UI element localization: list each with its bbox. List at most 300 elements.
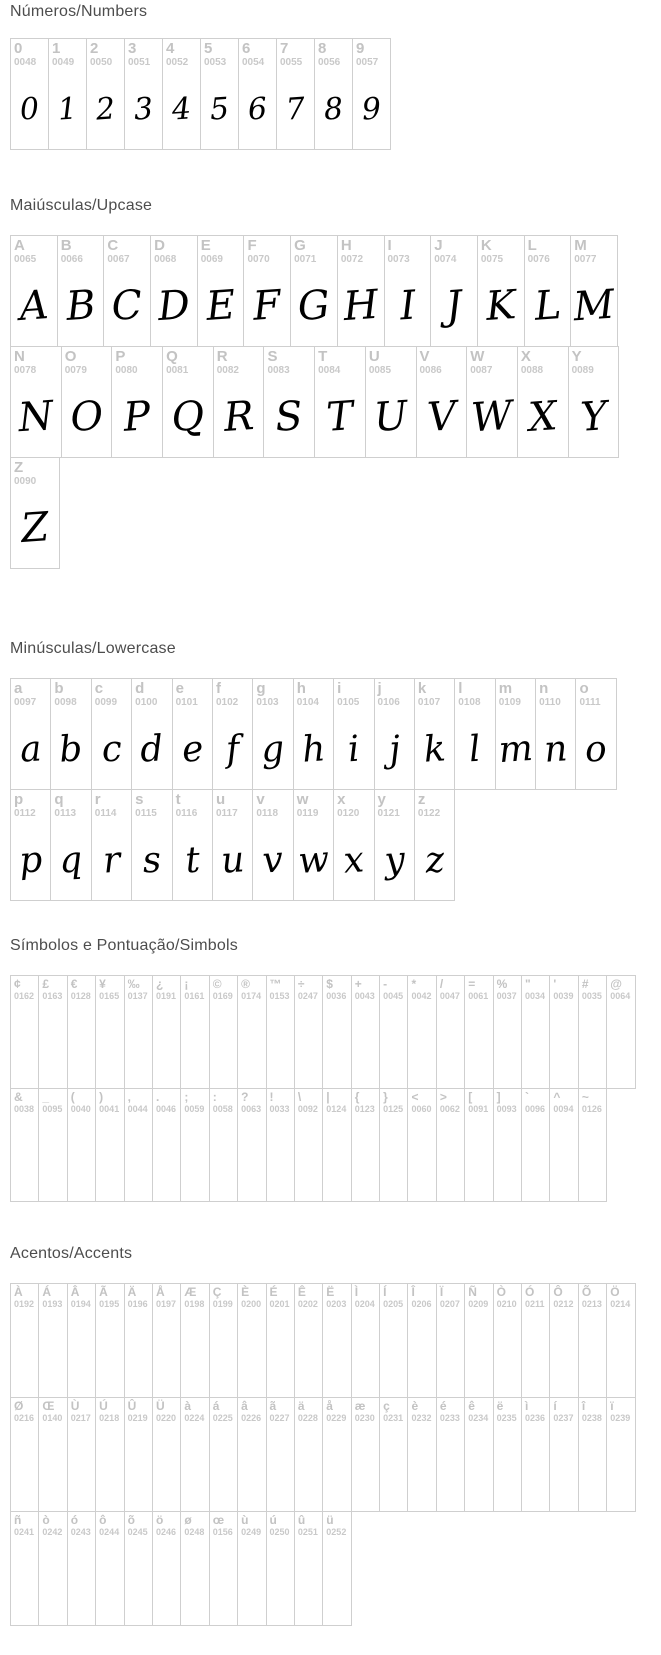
char-cell-0040 xyxy=(67,1088,96,1202)
char-code: 0128 xyxy=(70,991,91,1001)
cell-header xyxy=(173,679,212,709)
cell-header xyxy=(125,1512,152,1538)
char-label: 3 xyxy=(128,40,137,57)
cell-header xyxy=(267,1284,294,1310)
char-cell-0047 xyxy=(436,975,465,1089)
char-code: 0200 xyxy=(241,1299,262,1309)
char-cell-0241 xyxy=(10,1511,39,1626)
cell-header xyxy=(295,1284,322,1310)
char-glyph: c xyxy=(99,727,123,771)
char-code: 0220 xyxy=(155,1413,176,1423)
cell-header xyxy=(375,790,414,820)
char-cell-0216 xyxy=(10,1397,39,1512)
char-cell-0074 xyxy=(430,235,478,347)
cell-header xyxy=(380,1284,407,1310)
char-cell-0048 xyxy=(10,38,49,150)
char-code: 0192 xyxy=(14,1299,35,1309)
char-glyph xyxy=(320,1114,353,1202)
char-cell-0057 xyxy=(352,38,391,150)
char-row xyxy=(10,38,661,150)
cell-header xyxy=(96,1284,123,1310)
char-label: ¢ xyxy=(14,977,21,991)
char-glyph: l xyxy=(467,728,483,770)
cell-header xyxy=(465,1398,492,1424)
char-cell-0042 xyxy=(407,975,436,1089)
char-code: 0251 xyxy=(297,1527,318,1537)
char-code: 0063 xyxy=(241,1104,262,1114)
cell-header xyxy=(323,1089,350,1115)
char-code: 0249 xyxy=(241,1527,262,1537)
char-code: 0229 xyxy=(326,1413,347,1423)
cell-header xyxy=(39,1512,66,1538)
char-label: 6 xyxy=(242,40,251,57)
char-code: 0113 xyxy=(54,808,77,819)
char-label: í xyxy=(553,1399,557,1413)
cell-header xyxy=(238,1398,265,1424)
cell-header xyxy=(181,1089,208,1115)
char-code: 0036 xyxy=(326,991,347,1001)
cell-header xyxy=(550,1284,577,1310)
symbols-grid xyxy=(10,975,661,1202)
cell-header xyxy=(11,458,59,488)
char-cell-0039 xyxy=(549,975,578,1089)
cell-header xyxy=(173,790,212,820)
char-cell-0089 xyxy=(568,346,620,458)
cell-header xyxy=(315,347,365,377)
cell-header xyxy=(104,236,150,266)
char-code: 0053 xyxy=(204,57,227,68)
char-code: 0043 xyxy=(354,991,375,1001)
cell-header xyxy=(522,1089,549,1115)
cell-header xyxy=(68,1284,95,1310)
cell-header xyxy=(295,1398,322,1424)
char-code: 0225 xyxy=(212,1413,233,1423)
char-label: ( xyxy=(70,1090,75,1104)
cell-header xyxy=(437,1398,464,1424)
char-cell-0102 xyxy=(212,678,253,790)
char-label: y xyxy=(377,791,386,808)
char-label: V xyxy=(419,348,430,365)
char-glyph xyxy=(320,1001,353,1089)
cell-header xyxy=(11,236,57,266)
char-label: i xyxy=(337,680,342,697)
cell-header xyxy=(385,236,431,266)
cell-header xyxy=(291,236,337,266)
char-code: 0217 xyxy=(70,1413,91,1423)
char-cell-0123 xyxy=(351,1088,380,1202)
char-glyph: T xyxy=(325,393,355,441)
char-label: Í xyxy=(383,1285,387,1299)
char-code: 0234 xyxy=(468,1413,489,1423)
cell-header xyxy=(571,236,617,266)
char-cell-0059 xyxy=(180,1088,209,1202)
char-cell-0234 xyxy=(464,1397,493,1512)
char-label: m xyxy=(498,680,513,697)
char-code: 0089 xyxy=(571,365,594,376)
char-code: 0108 xyxy=(458,697,481,708)
char-label: ñ xyxy=(14,1513,22,1527)
char-cell-0038 xyxy=(10,1088,39,1202)
char-code: 0235 xyxy=(496,1413,517,1423)
char-label: . xyxy=(155,1090,160,1104)
char-label: s xyxy=(135,791,144,808)
cell-header xyxy=(415,679,454,709)
char-glyph xyxy=(320,1309,353,1398)
char-label: £ xyxy=(42,977,50,991)
cell-header xyxy=(536,679,575,709)
char-cell-0217 xyxy=(67,1397,96,1512)
char-code: 0224 xyxy=(184,1413,205,1423)
char-glyph: s xyxy=(141,838,163,882)
char-code: 0115 xyxy=(135,808,157,819)
cell-header xyxy=(465,1284,492,1310)
char-code: 0079 xyxy=(64,365,87,376)
cell-header xyxy=(478,236,524,266)
char-glyph: H xyxy=(341,281,380,331)
char-label: ' xyxy=(553,977,557,991)
char-cell-0218 xyxy=(95,1397,124,1512)
char-cell-0245 xyxy=(124,1511,153,1626)
cell-header xyxy=(153,1284,180,1310)
char-glyph: a xyxy=(18,727,43,771)
char-cell-0251 xyxy=(294,1511,323,1626)
char-cell-0153 xyxy=(266,975,295,1089)
char-code: 0214 xyxy=(610,1299,631,1309)
char-label: P xyxy=(115,348,126,365)
char-label: M xyxy=(574,237,587,254)
char-code: 0207 xyxy=(439,1299,460,1309)
char-label: A xyxy=(14,237,25,254)
cell-header xyxy=(39,1284,66,1310)
char-glyph: P xyxy=(122,393,153,441)
char-cell-0053 xyxy=(200,38,239,150)
char-glyph xyxy=(320,1423,353,1512)
char-label: Õ xyxy=(581,1285,592,1299)
char-cell-0205 xyxy=(379,1283,408,1398)
char-code: 0090 xyxy=(14,476,37,487)
char-label: œ xyxy=(212,1513,225,1527)
char-glyph xyxy=(93,1114,126,1202)
char-label: Œ xyxy=(42,1399,55,1413)
char-code: 0197 xyxy=(155,1299,176,1309)
char-cell-0124 xyxy=(322,1088,351,1202)
char-cell-0163 xyxy=(38,975,67,1089)
char-cell-0220 xyxy=(152,1397,181,1512)
char-label: 1 xyxy=(52,40,61,57)
char-label: o xyxy=(579,680,589,697)
cell-header xyxy=(408,1089,435,1115)
cell-header xyxy=(153,1398,180,1424)
char-glyph: d xyxy=(138,727,165,771)
cell-header xyxy=(238,976,265,1002)
cell-header xyxy=(518,347,568,377)
char-label: Ò xyxy=(496,1285,506,1299)
char-cell-0204 xyxy=(351,1283,380,1398)
char-code: 0059 xyxy=(184,1104,205,1114)
char-glyph: 1 xyxy=(56,90,79,128)
char-row xyxy=(10,975,661,1089)
char-label: r xyxy=(94,791,101,808)
char-label: Z xyxy=(14,459,24,476)
char-cell-0072 xyxy=(337,235,385,347)
cell-header xyxy=(352,1284,379,1310)
char-label: ü xyxy=(326,1513,334,1527)
char-cell-0239 xyxy=(606,1397,635,1512)
cell-header xyxy=(11,39,48,69)
char-code: 0169 xyxy=(212,991,233,1001)
char-label: _ xyxy=(42,1090,50,1104)
char-cell-0043 xyxy=(351,975,380,1089)
char-code: 0065 xyxy=(14,254,37,265)
char-label: * xyxy=(411,977,417,991)
char-cell-0228 xyxy=(294,1397,323,1512)
char-cell-0247 xyxy=(294,975,323,1089)
char-glyph xyxy=(235,1114,268,1202)
char-code: 0034 xyxy=(525,991,546,1001)
char-glyph: N xyxy=(16,392,55,442)
char-glyph: R xyxy=(221,393,256,441)
char-glyph xyxy=(235,1537,268,1626)
char-label: 2 xyxy=(90,40,99,57)
char-cell-0034 xyxy=(521,975,550,1089)
char-code: 0047 xyxy=(439,991,460,1001)
cell-header xyxy=(210,1089,237,1115)
cell-header xyxy=(380,1089,407,1115)
char-label: ™ xyxy=(269,977,282,991)
section-upcase xyxy=(10,196,661,569)
char-label: W xyxy=(470,348,485,365)
char-code: 0092 xyxy=(297,1104,318,1114)
char-cell-0165 xyxy=(95,975,124,1089)
char-cell-0035 xyxy=(578,975,607,1089)
char-code: 0126 xyxy=(581,1104,602,1114)
char-cell-0250 xyxy=(266,1511,295,1626)
char-glyph: A xyxy=(17,282,50,330)
char-code: 0122 xyxy=(417,808,441,819)
char-glyph: n xyxy=(542,727,569,771)
char-cell-0198 xyxy=(180,1283,209,1398)
char-cell-0080 xyxy=(111,346,163,458)
cell-header xyxy=(579,976,606,1002)
char-glyph: 2 xyxy=(94,90,117,128)
char-glyph: X xyxy=(526,393,559,441)
char-label: \ xyxy=(297,1090,302,1104)
char-code: 0161 xyxy=(184,991,205,1001)
char-label: % xyxy=(496,977,508,991)
char-cell-0117 xyxy=(212,789,253,901)
char-code: 0247 xyxy=(297,991,318,1001)
char-label: ? xyxy=(241,1090,249,1104)
char-code: 0195 xyxy=(99,1299,120,1309)
cell-header xyxy=(607,976,634,1002)
char-code: 0060 xyxy=(411,1104,432,1114)
char-glyph: q xyxy=(58,838,85,882)
char-cell-0116 xyxy=(172,789,213,901)
char-code: 0096 xyxy=(525,1104,546,1114)
char-code: 0116 xyxy=(175,808,198,819)
char-glyph: 3 xyxy=(132,90,155,128)
char-glyph: i xyxy=(346,728,361,770)
char-label: k xyxy=(417,680,427,697)
char-cell-0224 xyxy=(180,1397,209,1512)
char-cell-0210 xyxy=(493,1283,522,1398)
char-cell-0230 xyxy=(351,1397,380,1512)
char-cell-0112 xyxy=(10,789,51,901)
char-cell-0243 xyxy=(67,1511,96,1626)
char-code: 0039 xyxy=(553,991,574,1001)
cell-header xyxy=(522,976,549,1002)
char-code: 0094 xyxy=(553,1104,574,1114)
cell-header xyxy=(267,1398,294,1424)
char-code: 0105 xyxy=(337,697,360,708)
char-cell-0140 xyxy=(38,1397,67,1512)
cell-header xyxy=(62,347,112,377)
cell-header xyxy=(494,1089,521,1115)
char-code: 0230 xyxy=(354,1413,375,1423)
char-cell-0114 xyxy=(91,789,132,901)
cell-header xyxy=(295,1512,322,1538)
char-code: 0099 xyxy=(94,697,118,708)
char-label: ¥ xyxy=(99,977,106,991)
cell-header xyxy=(51,679,90,709)
char-cell-0058 xyxy=(209,1088,238,1202)
character-map xyxy=(10,2,661,1626)
char-label: b xyxy=(54,680,64,697)
char-code: 0236 xyxy=(525,1413,546,1423)
char-label: E xyxy=(200,237,211,254)
char-code: 0085 xyxy=(368,365,392,376)
char-code: 0111 xyxy=(579,697,601,708)
char-cell-0126 xyxy=(578,1088,607,1202)
char-glyph xyxy=(178,1114,211,1202)
char-label: z xyxy=(417,791,426,808)
char-code: 0091 xyxy=(468,1104,489,1114)
cell-header xyxy=(267,1512,294,1538)
char-code: 0174 xyxy=(241,991,262,1001)
char-label: Á xyxy=(42,1285,52,1299)
char-code: 0041 xyxy=(99,1104,120,1114)
char-row xyxy=(10,1088,661,1202)
char-cell-0108 xyxy=(454,678,495,790)
cell-header xyxy=(417,347,467,377)
char-label: É xyxy=(269,1285,278,1299)
char-cell-0209 xyxy=(464,1283,493,1398)
cell-header xyxy=(112,347,162,377)
char-code: 0055 xyxy=(280,57,303,68)
char-cell-0044 xyxy=(124,1088,153,1202)
char-label: K xyxy=(480,237,492,254)
char-label: ã xyxy=(269,1399,277,1413)
char-label: x xyxy=(337,791,346,808)
char-glyph xyxy=(93,1537,126,1626)
char-code: 0038 xyxy=(14,1104,35,1114)
cell-header xyxy=(213,790,252,820)
char-glyph: u xyxy=(219,838,246,882)
char-label: L xyxy=(527,237,537,254)
char-cell-0242 xyxy=(38,1511,67,1626)
char-cell-0249 xyxy=(237,1511,266,1626)
char-cell-0236 xyxy=(521,1397,550,1512)
char-code: 0204 xyxy=(354,1299,375,1309)
char-label: O xyxy=(64,348,77,365)
char-label: Ù xyxy=(70,1399,80,1413)
char-code: 0232 xyxy=(411,1413,432,1423)
cell-header xyxy=(294,790,333,820)
char-cell-0161 xyxy=(180,975,209,1089)
char-label: n xyxy=(539,680,549,697)
char-glyph: 4 xyxy=(170,90,193,128)
char-cell-0071 xyxy=(290,235,338,347)
char-label: è xyxy=(411,1399,419,1413)
cell-header xyxy=(267,1089,294,1115)
char-label: B xyxy=(60,237,72,254)
cell-header xyxy=(125,976,152,1002)
char-glyph: g xyxy=(260,727,286,771)
char-cell-0122 xyxy=(414,789,455,901)
char-label: [ xyxy=(468,1090,473,1104)
char-row xyxy=(10,789,661,901)
char-glyph xyxy=(93,1423,126,1512)
char-glyph: Z xyxy=(19,504,51,552)
char-code: 0237 xyxy=(553,1413,574,1423)
char-cell-0046 xyxy=(152,1088,181,1202)
char-label: ú xyxy=(269,1513,277,1527)
char-glyph xyxy=(235,1001,268,1089)
char-label: ù xyxy=(241,1513,249,1527)
cell-header xyxy=(437,1284,464,1310)
char-glyph xyxy=(36,1001,69,1089)
cell-header xyxy=(334,790,373,820)
char-cell-0075 xyxy=(477,235,525,347)
char-cell-0213 xyxy=(578,1283,607,1398)
char-cell-0045 xyxy=(379,975,408,1089)
char-cell-0106 xyxy=(374,678,415,790)
char-row xyxy=(10,1511,661,1626)
char-code: 0117 xyxy=(215,808,238,819)
char-code: 0067 xyxy=(107,254,130,265)
char-glyph xyxy=(462,1001,495,1089)
char-cell-0191 xyxy=(152,975,181,1089)
char-code: 0066 xyxy=(60,254,83,265)
char-cell-0109 xyxy=(495,678,536,790)
char-label: Æ xyxy=(184,1285,197,1299)
char-code: 0162 xyxy=(14,991,35,1001)
char-cell-0207 xyxy=(436,1283,465,1398)
cell-header xyxy=(92,790,131,820)
char-code: 0226 xyxy=(241,1413,262,1423)
section-title-numbers: Números/Numbers xyxy=(10,3,148,20)
char-label: Ä xyxy=(127,1285,137,1299)
char-label: ç xyxy=(383,1399,390,1413)
char-label: Ç xyxy=(212,1285,222,1299)
char-code: 0201 xyxy=(269,1299,290,1309)
char-code: 0080 xyxy=(115,365,138,376)
char-label: q xyxy=(54,791,64,808)
char-code: 0057 xyxy=(356,57,379,68)
cell-header xyxy=(576,679,615,709)
char-label: U xyxy=(368,348,380,365)
char-glyph xyxy=(178,1001,211,1089)
char-cell-0193 xyxy=(38,1283,67,1398)
char-code: 0112 xyxy=(14,808,36,819)
char-label: ò xyxy=(42,1513,50,1527)
cell-header xyxy=(295,976,322,1002)
char-glyph xyxy=(36,1537,69,1626)
char-glyph: D xyxy=(156,281,192,331)
char-label: u xyxy=(215,791,226,808)
char-cell-0083 xyxy=(263,346,315,458)
char-cell-0118 xyxy=(252,789,293,901)
